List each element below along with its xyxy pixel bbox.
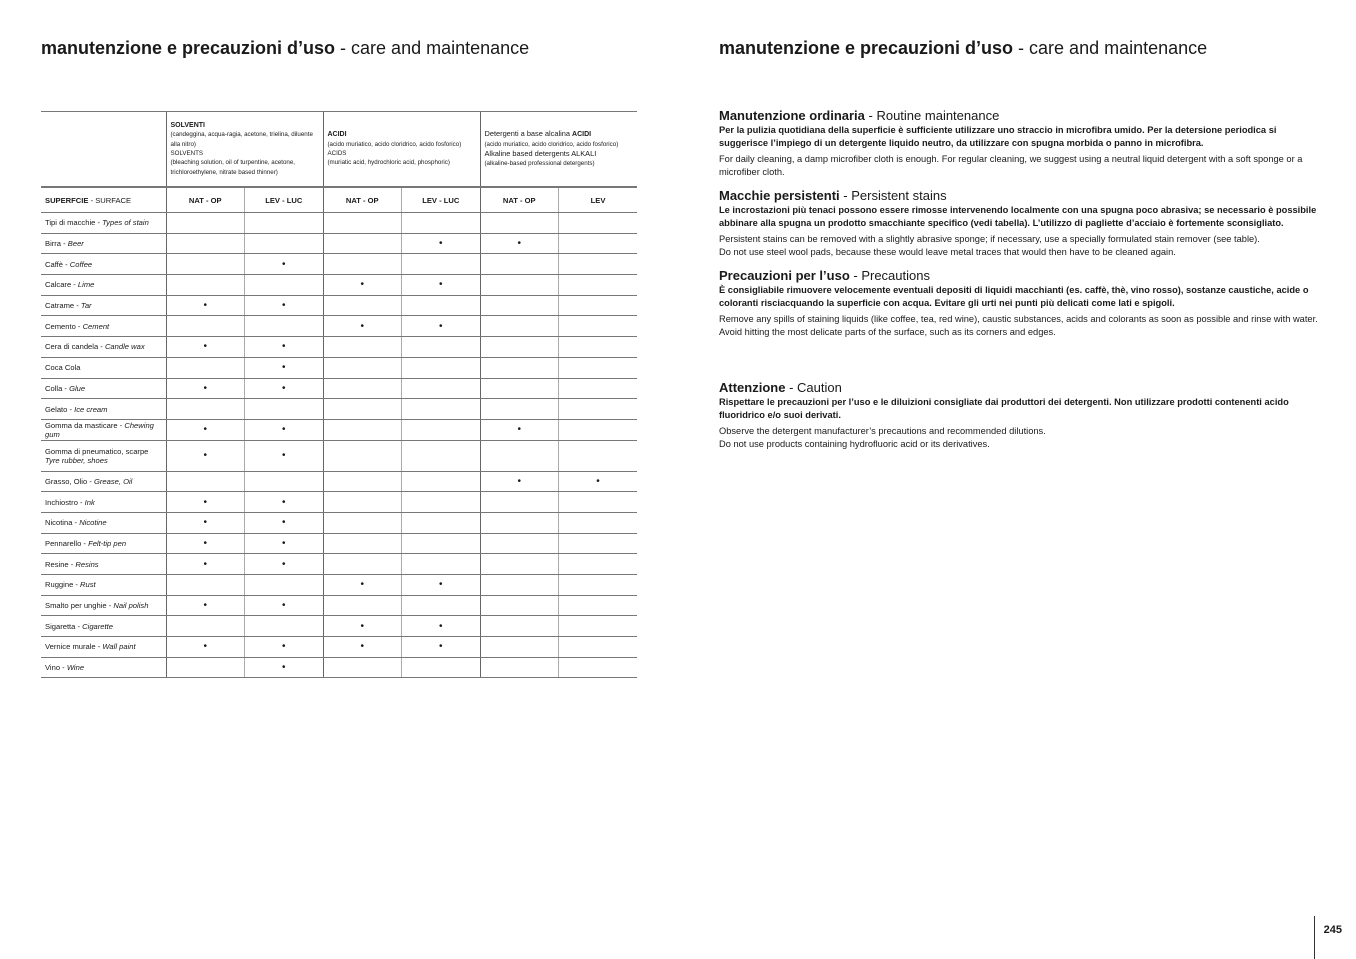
page-title-left: manutenzione e precauzioni d’uso - care and maintenance xyxy=(41,38,530,58)
cell-alkaline-lev xyxy=(559,254,638,275)
stain-name-italian: Vino - xyxy=(45,663,67,673)
cell-alkaline-lev xyxy=(559,316,638,337)
section-heading: Macchie persistenti - Persistent stains xyxy=(719,188,947,203)
cell-solvents-lev-luc xyxy=(245,399,324,420)
cell-acids-nat-op xyxy=(323,295,402,316)
stain-name-italian: Sigaretta - xyxy=(45,621,83,631)
stain-name-english: Ink xyxy=(84,497,95,507)
cell-alkaline-lev xyxy=(559,337,638,358)
stain-name-english: Wall paint xyxy=(102,642,136,652)
cell-acids-nat-op xyxy=(323,233,402,254)
stain-name-cell xyxy=(41,512,166,533)
cell-solvents-nat-op: • xyxy=(166,337,245,358)
cell-solvents-lev-luc: • xyxy=(245,254,324,275)
cell-alkaline-lev xyxy=(559,440,638,471)
stain-name-italian: Cemento - xyxy=(45,321,83,331)
cell-alkaline-lev xyxy=(559,616,638,637)
cell-solvents-lev-luc xyxy=(245,616,324,637)
cell-solvents-nat-op: • xyxy=(166,554,245,575)
table-group-header-row xyxy=(41,112,637,188)
table-row xyxy=(41,399,637,420)
stain-name-cell xyxy=(41,254,166,275)
stain-name-italian: Calcare - xyxy=(45,280,78,290)
stain-name-italian: Vernice murale - xyxy=(45,642,103,652)
stain-name-english: Chewing gum xyxy=(45,420,154,439)
cell-solvents-nat-op xyxy=(166,254,245,275)
cell-acids-lev-luc xyxy=(402,295,481,316)
cell-solvents-lev-luc: • xyxy=(245,337,324,358)
surface-header: SUPERFCIE - SURFACE xyxy=(41,187,166,213)
cell-alkaline-lev xyxy=(559,399,638,420)
stain-name-cell xyxy=(41,554,166,575)
stain-name-english: Lime xyxy=(77,280,95,290)
cell-alkaline-nat-op xyxy=(480,554,559,575)
cell-acids-lev-luc xyxy=(402,254,481,275)
cell-alkaline-lev xyxy=(559,512,638,533)
cell-acids-nat-op: • xyxy=(323,637,402,658)
stain-name-italian: Catrame - xyxy=(45,301,81,311)
stain-name-english: Glue xyxy=(69,383,86,393)
stain-name-english: Candle wax xyxy=(104,342,145,352)
table-row xyxy=(41,357,637,378)
cell-alkaline-nat-op: • xyxy=(480,233,559,254)
table-subheader-row xyxy=(41,187,637,213)
cell-solvents-nat-op: • xyxy=(166,440,245,471)
cell-alkaline-lev xyxy=(559,595,638,616)
cell-acids-nat-op: • xyxy=(323,616,402,637)
cell-acids-lev-luc xyxy=(402,471,481,492)
cell-alkaline-nat-op xyxy=(480,657,559,678)
section-persistent-stains xyxy=(719,188,1319,258)
cell-solvents-lev-luc: • xyxy=(245,357,324,378)
page-title-right: manutenzione e precauzioni d’uso - care and maintenance xyxy=(719,38,1208,58)
cell-solvents-lev-luc: • xyxy=(245,512,324,533)
table-row xyxy=(41,637,637,658)
cell-acids-nat-op xyxy=(323,213,402,234)
group-header-acids: ACIDI (acido muriatico, acido cloridrico, acido fosforico) ACIDS (muriatic acid, hydrochloric acid, phosphoric) xyxy=(323,112,480,188)
stain-name-cell xyxy=(41,378,166,399)
table-row xyxy=(41,554,637,575)
cell-alkaline-nat-op xyxy=(480,512,559,533)
section-caution xyxy=(719,380,1319,450)
italian-paragraph: Rispettare le precauzioni per l’uso e le diluizioni consigliate dai produttori dei detergenti. Non utilizzare prodotti contenenti acido fluoridrico e/o suoi derivati. xyxy=(719,397,1289,420)
stain-name-cell xyxy=(41,233,166,254)
stain-name-cell xyxy=(41,657,166,678)
stain-name-italian: Tipi di macchie - xyxy=(45,218,103,228)
cell-acids-nat-op: • xyxy=(323,275,402,296)
cell-acids-lev-luc xyxy=(402,595,481,616)
cell-acids-nat-op xyxy=(323,337,402,358)
cell-alkaline-nat-op: • xyxy=(480,471,559,492)
subheader-solvents-lev-luc: LEV - LUC xyxy=(245,187,324,213)
cell-alkaline-nat-op xyxy=(480,616,559,637)
cell-alkaline-nat-op xyxy=(480,533,559,554)
stain-name-italian: Gomma di pneumatico, scarpe xyxy=(45,446,149,456)
cell-alkaline-nat-op xyxy=(480,575,559,596)
cell-solvents-lev-luc: • xyxy=(245,295,324,316)
cell-alkaline-nat-op xyxy=(480,595,559,616)
stain-name-english: Cement xyxy=(82,321,110,331)
cell-acids-lev-luc xyxy=(402,440,481,471)
stain-name-english: Nicotine xyxy=(79,518,107,528)
section-precautions xyxy=(719,268,1319,338)
table-row xyxy=(41,657,637,678)
stain-name-italian: Ruggine - xyxy=(45,580,81,590)
table-row xyxy=(41,616,637,637)
cell-alkaline-nat-op xyxy=(480,637,559,658)
english-paragraph: Remove any spills of staining liquids (like coffee, tea, red wine), caustic substances, acids and colorants as soon as possible and rinse with water. Avoid hitting the most delicate parts of the surface, such as its corners and edges. xyxy=(719,314,1318,337)
table-row xyxy=(41,316,637,337)
cell-solvents-lev-luc: • xyxy=(245,440,324,471)
cell-solvents-nat-op xyxy=(166,275,245,296)
table-row xyxy=(41,440,637,471)
stain-name-italian: Coca Cola xyxy=(45,363,81,373)
stain-name-italian: Nicotina - xyxy=(45,518,80,528)
cell-alkaline-nat-op xyxy=(480,440,559,471)
stain-name-english: Ice cream xyxy=(74,404,108,414)
cell-alkaline-nat-op xyxy=(480,275,559,296)
italian-paragraph: Per la pulizia quotidiana della superficie è sufficiente utilizzare uno straccio in microfibra umido. Per la detersione periodica si suggerisce l’impiego di un detergente liquido neutro, da utilizzare con spugna morbida o panno in microfibra. xyxy=(719,125,1277,148)
stain-name-italian: Resine - xyxy=(45,559,76,569)
stain-name-cell xyxy=(41,575,166,596)
cell-acids-nat-op xyxy=(323,492,402,513)
cell-alkaline-lev xyxy=(559,213,638,234)
cell-alkaline-lev xyxy=(559,275,638,296)
cell-solvents-lev-luc: • xyxy=(245,492,324,513)
cell-alkaline-nat-op xyxy=(480,357,559,378)
stain-name-italian: Birra - xyxy=(45,239,68,249)
cell-acids-lev-luc xyxy=(402,357,481,378)
table-row xyxy=(41,213,637,234)
stain-name-italian: Caffè - xyxy=(45,259,70,269)
cell-solvents-lev-luc: • xyxy=(245,657,324,678)
cell-alkaline-nat-op xyxy=(480,378,559,399)
section-routine-maintenance xyxy=(719,108,1319,178)
cell-solvents-lev-luc xyxy=(245,471,324,492)
stain-name-cell xyxy=(41,595,166,616)
subheader-alkaline-lev: LEV xyxy=(559,187,638,213)
cell-alkaline-lev xyxy=(559,419,638,440)
stain-removal-table xyxy=(41,111,637,678)
cell-acids-lev-luc xyxy=(402,419,481,440)
table-row xyxy=(41,233,637,254)
subheader-acids-nat-op: NAT - OP xyxy=(323,187,402,213)
stain-name-english: Grease, Oil xyxy=(93,476,133,486)
stain-name-italian: Gomma da masticare - xyxy=(45,420,125,430)
table-row xyxy=(41,471,637,492)
cell-solvents-nat-op xyxy=(166,575,245,596)
cell-acids-nat-op xyxy=(323,533,402,554)
cell-alkaline-lev: • xyxy=(559,471,638,492)
stain-name-italian: Smalto per unghie - xyxy=(45,601,114,611)
stain-name-cell xyxy=(41,492,166,513)
cell-acids-nat-op: • xyxy=(323,316,402,337)
table-row xyxy=(41,575,637,596)
cell-alkaline-nat-op xyxy=(480,295,559,316)
cell-solvents-lev-luc xyxy=(245,275,324,296)
section-heading: Precauzioni per l’uso - Precautions xyxy=(719,268,930,283)
cell-acids-nat-op xyxy=(323,512,402,533)
cell-alkaline-lev xyxy=(559,657,638,678)
cell-solvents-nat-op: • xyxy=(166,295,245,316)
table-row xyxy=(41,533,637,554)
cell-solvents-nat-op: • xyxy=(166,595,245,616)
cell-solvents-nat-op xyxy=(166,213,245,234)
cell-acids-nat-op xyxy=(323,357,402,378)
page-number: 245 xyxy=(1323,924,1342,936)
cell-solvents-lev-luc xyxy=(245,213,324,234)
english-paragraph: For daily cleaning, a damp microfiber cloth is enough. For regular cleaning, we suggest using a neutral liquid detergent with a soft sponge or a microfiber cloth. xyxy=(719,154,1303,177)
section-heading: Manutenzione ordinaria - Routine maintenance xyxy=(719,108,1000,123)
stain-name-cell xyxy=(41,440,166,471)
cell-solvents-nat-op xyxy=(166,471,245,492)
cell-acids-lev-luc: • xyxy=(402,575,481,596)
cell-solvents-nat-op: • xyxy=(166,512,245,533)
cell-alkaline-nat-op xyxy=(480,316,559,337)
table-row xyxy=(41,512,637,533)
cell-solvents-lev-luc xyxy=(245,316,324,337)
section-heading: Attenzione - Caution xyxy=(719,380,842,395)
cell-solvents-lev-luc: • xyxy=(245,533,324,554)
table-row xyxy=(41,254,637,275)
cell-acids-lev-luc xyxy=(402,657,481,678)
cell-alkaline-lev xyxy=(559,492,638,513)
cell-alkaline-nat-op xyxy=(480,213,559,234)
cell-solvents-lev-luc: • xyxy=(245,595,324,616)
cell-acids-nat-op xyxy=(323,440,402,471)
cell-acids-lev-luc: • xyxy=(402,616,481,637)
stain-name-english: Felt-tip pen xyxy=(88,538,127,548)
subheader-alkaline-nat-op: NAT - OP xyxy=(480,187,559,213)
stain-name-italian: Gelato - xyxy=(45,404,75,414)
cell-alkaline-nat-op xyxy=(480,399,559,420)
cell-solvents-nat-op xyxy=(166,399,245,420)
stain-name-english: Tar xyxy=(80,301,92,311)
cell-acids-nat-op xyxy=(323,399,402,420)
cell-alkaline-nat-op: • xyxy=(480,419,559,440)
cell-acids-nat-op xyxy=(323,554,402,575)
cell-acids-lev-luc xyxy=(402,378,481,399)
stain-name-cell xyxy=(41,471,166,492)
stain-name-italian: Inchiostro - xyxy=(45,497,85,507)
table-row xyxy=(41,378,637,399)
cell-solvents-nat-op xyxy=(166,357,245,378)
table-body xyxy=(41,213,637,678)
italian-paragraph: Le incrostazioni più tenaci possono essere rimosse intervenendo localmente con una spugna poco abrasiva; se necessario è possibile abbinare alla spugna un prodotto smacchiante specifico (vedi tabella). L’utilizzo di pagliette d’acciaio è fortemente sconsigliato. xyxy=(719,205,1317,228)
subheader-acids-lev-luc: LEV - LUC xyxy=(402,187,481,213)
table-row xyxy=(41,492,637,513)
cell-solvents-nat-op xyxy=(166,316,245,337)
stain-name-cell xyxy=(41,275,166,296)
table-row xyxy=(41,337,637,358)
cell-acids-lev-luc xyxy=(402,512,481,533)
cell-solvents-lev-luc: • xyxy=(245,554,324,575)
stain-name-cell xyxy=(41,399,166,420)
cell-acids-nat-op: • xyxy=(323,575,402,596)
italian-paragraph: È consigliabile rimuovere velocemente eventuali depositi di liquidi macchianti (es. caffè, thè, vino rosso), sostanze caustiche, acide o coloranti risciacquando la superficie con acqua. Evitare gli urti nei punti più delicati come lati e spigoli. xyxy=(719,285,1309,308)
stain-name-cell xyxy=(41,357,166,378)
stain-name-italian: Colla - xyxy=(45,383,70,393)
cell-acids-lev-luc xyxy=(402,492,481,513)
subheader-solvents-nat-op: NAT - OP xyxy=(166,187,245,213)
group-header-solvents: SOLVENTI (candeggina, acqua-ragia, acetone, trielina, diluente alla nitro) SOLVENTS (bleaching solution, oil of turpentine, acetone, trichloroethylene, nitrate based thinner) xyxy=(166,112,323,188)
stain-name-cell xyxy=(41,419,166,440)
table-corner-cell xyxy=(41,112,166,188)
table-row xyxy=(41,295,637,316)
cell-acids-nat-op xyxy=(323,657,402,678)
stain-name-english: Beer xyxy=(67,239,84,249)
cell-solvents-nat-op: • xyxy=(166,533,245,554)
stain-name-cell xyxy=(41,295,166,316)
cell-solvents-nat-op: • xyxy=(166,637,245,658)
cell-acids-nat-op xyxy=(323,419,402,440)
stain-name-cell xyxy=(41,637,166,658)
cell-alkaline-lev xyxy=(559,533,638,554)
cell-acids-nat-op xyxy=(323,378,402,399)
cell-alkaline-lev xyxy=(559,233,638,254)
table-row xyxy=(41,275,637,296)
cell-solvents-nat-op: • xyxy=(166,378,245,399)
cell-solvents-lev-luc: • xyxy=(245,378,324,399)
cell-solvents-nat-op xyxy=(166,657,245,678)
stain-name-italian: Pennarello - xyxy=(45,538,89,548)
cell-alkaline-nat-op xyxy=(480,492,559,513)
english-paragraph: Persistent stains can be removed with a slightly abrasive sponge; if necessary, use a specially formulated stain remover (see table). Do not use steel wool pads, because these would leave metal traces that would then have to be cleaned again. xyxy=(719,234,1260,257)
cell-alkaline-lev xyxy=(559,295,638,316)
page-number-rule xyxy=(1314,916,1315,959)
cell-alkaline-lev xyxy=(559,378,638,399)
cell-alkaline-lev xyxy=(559,637,638,658)
cell-alkaline-lev xyxy=(559,575,638,596)
cell-acids-nat-op xyxy=(323,595,402,616)
group-header-alkaline: Detergenti a base alcalina ACIDI (acido muriatico, acido cloridrico, acido fosforico) Alkaline based detergents ALKALI (alkaline-based professional detergents) xyxy=(480,112,637,188)
cell-acids-nat-op xyxy=(323,471,402,492)
cell-solvents-nat-op: • xyxy=(166,492,245,513)
cell-solvents-lev-luc xyxy=(245,575,324,596)
cell-acids-nat-op xyxy=(323,254,402,275)
stain-name-english: Coffee xyxy=(69,259,93,269)
cell-acids-lev-luc xyxy=(402,337,481,358)
stain-name-italian: Cera di candela - xyxy=(45,342,105,352)
cell-acids-lev-luc xyxy=(402,399,481,420)
stain-name-english: Cigarette xyxy=(82,621,113,631)
cell-acids-lev-luc: • xyxy=(402,233,481,254)
cell-solvents-nat-op xyxy=(166,233,245,254)
cell-acids-lev-luc xyxy=(402,213,481,234)
stain-name-cell xyxy=(41,316,166,337)
stain-name-english: Tyre rubber, shoes xyxy=(45,455,108,465)
stain-name-english: Wine xyxy=(66,663,85,673)
stain-name-english: Nail polish xyxy=(113,601,149,611)
cell-solvents-nat-op: • xyxy=(166,419,245,440)
stain-name-english: Rust xyxy=(80,580,96,590)
stain-name-english: Resins xyxy=(75,559,99,569)
stain-name-cell xyxy=(41,616,166,637)
cell-acids-lev-luc: • xyxy=(402,275,481,296)
stain-name-cell xyxy=(41,213,166,234)
stain-name-cell xyxy=(41,533,166,554)
english-paragraph: Observe the detergent manufacturer’s precautions and recommended dilutions. Do not use products containing hydrofluoric acid or its derivatives. xyxy=(719,426,1046,449)
cell-acids-lev-luc xyxy=(402,533,481,554)
stain-name-italian: Grasso, Olio - xyxy=(45,476,94,486)
cell-acids-lev-luc: • xyxy=(402,637,481,658)
cell-acids-lev-luc xyxy=(402,554,481,575)
stain-name-cell xyxy=(41,337,166,358)
table-row xyxy=(41,419,637,440)
cell-alkaline-nat-op xyxy=(480,254,559,275)
cell-alkaline-nat-op xyxy=(480,337,559,358)
cell-solvents-lev-luc: • xyxy=(245,637,324,658)
cell-alkaline-lev xyxy=(559,357,638,378)
cell-solvents-lev-luc xyxy=(245,233,324,254)
stain-name-english: Types of stain xyxy=(102,218,149,228)
cell-acids-lev-luc: • xyxy=(402,316,481,337)
cell-solvents-nat-op xyxy=(166,616,245,637)
table-row xyxy=(41,595,637,616)
cell-alkaline-lev xyxy=(559,554,638,575)
cell-solvents-lev-luc: • xyxy=(245,419,324,440)
maintenance-text-column xyxy=(719,108,1319,460)
